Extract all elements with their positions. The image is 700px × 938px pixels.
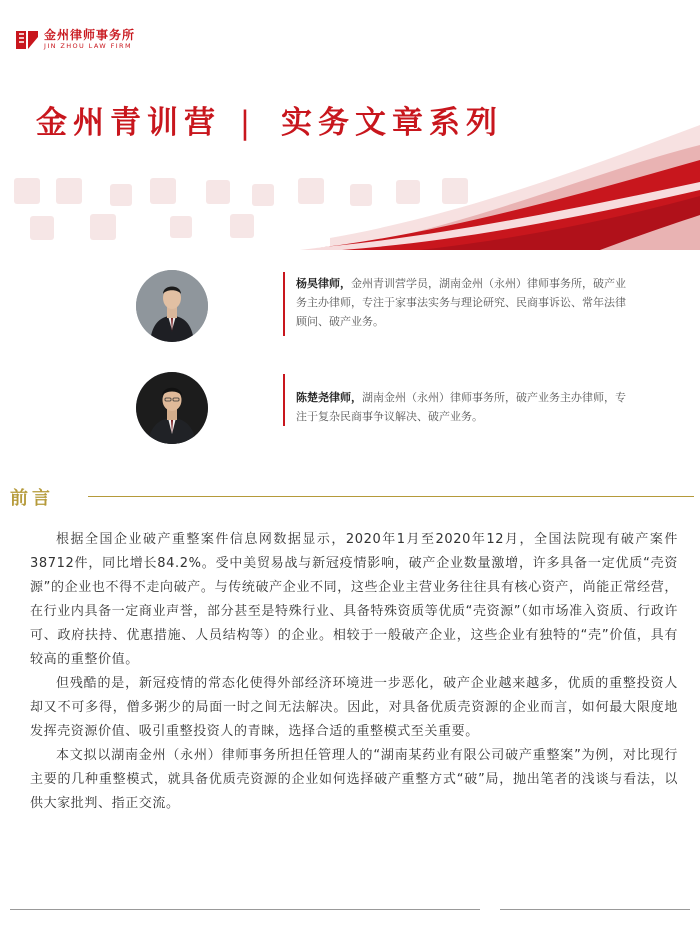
section-divider <box>88 496 694 497</box>
firm-logo <box>16 28 135 51</box>
section-title: 前言 <box>10 488 54 509</box>
logo-name-en: JIN ZHOU LAW FIRM <box>44 42 132 50</box>
footer-divider <box>500 909 690 910</box>
author-avatar <box>136 270 208 342</box>
banner-title <box>36 97 503 142</box>
author-name: 陈楚尧律师， <box>296 391 362 404</box>
logo-name-cn: 金州律师事务所 <box>44 28 136 42</box>
footer-divider <box>10 909 480 910</box>
article-body <box>30 528 678 816</box>
banner-title-right: 实务文章系列 <box>281 105 504 141</box>
author-name: 杨昊律师， <box>296 277 351 290</box>
section-heading <box>10 484 690 508</box>
header-banner <box>0 0 700 250</box>
author-accent-bar <box>283 272 285 336</box>
paragraph: 根据全国企业破产重整案件信息网数据显示，2020年1月至2020年12月，全国法院现有破产案件38712件，同比增长84.2%。受中美贸易战与新冠疫情影响，破产企业数量激增，许多具备一定优质“壳资源”的企业也不得不走向破产。与传统破产企业不同，这些企业主营业务往往具有核心资产，尚能正常经营，在行业内具备一定商业声誉，部分甚至是特殊行业、具备特殊资质等优质“壳资源”（如市场准入资质、行政许可、政府扶持、优惠措施、人员结构等）的企业。相较于一般破产企业，这些企业有独特的“壳”价值，具有较高的重整价值。 <box>30 532 678 667</box>
banner-title-separator: | <box>239 105 257 141</box>
author-avatar <box>136 372 208 444</box>
logo-mark-icon <box>16 29 38 51</box>
author-bio <box>296 274 636 331</box>
paragraph: 本文拟以湖南金州（永州）律师事务所担任管理人的“湖南某药业有限公司破产重整案”为例，对比现行主要的几种重整模式，就具备优质壳资源的企业如何选择破产重整方式“破”局，抛出笔者的浅谈与看法，以供大家批判、指正交流。 <box>30 748 678 811</box>
author-description: 湖南金州（永州）律师事务所，破产业务主办律师，专注于复杂民商事争议解决、破产业务。 <box>296 391 626 423</box>
paragraph: 但残酷的是，新冠疫情的常态化使得外部经济环境进一步恶化，破产企业越来越多，优质的重整投资人却又不可多得，僧多粥少的局面一时之间无法解决。因此，对具备优质壳资源的企业而言，如何最大限度地发挥壳资源价值、吸引重整投资人的青睐，选择合适的重整模式至关重要。 <box>30 676 678 739</box>
author-description: 金州青训营学员，湖南金州（永州）律师事务所，破产业务主办律师，专注于家事法实务与理论研究、民商事诉讼、常年法律顾问、破产业务。 <box>296 277 626 328</box>
banner-title-left: 金州青训营 <box>36 105 221 141</box>
author-bio <box>296 388 636 426</box>
author-accent-bar <box>283 374 285 426</box>
